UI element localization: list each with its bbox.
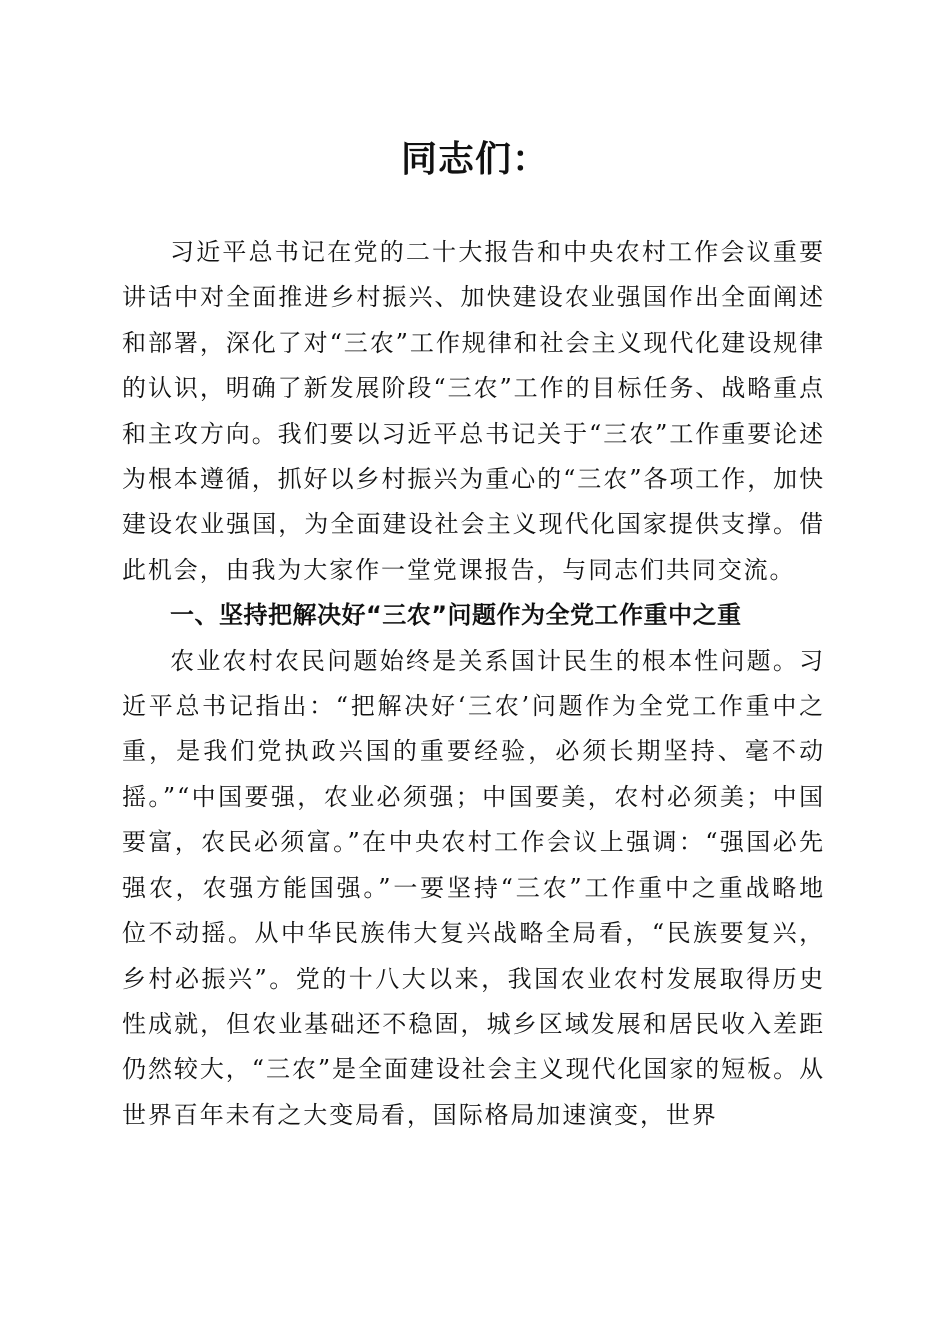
intro-paragraph: 习近平总书记在党的二十大报告和中央农村工作会议重要讲话中对全面推进乡村振兴、加快建设农业强国作出全面阐述和部署，深化了对“三农”工作规律和社会主义现代化建设规律的认识，明确了新发展阶段“三农”工作的目标任务、战略重点和主攻方向。我们要以习近平总书记关于“三农”工作重要论述为根本遵循，抓好以乡村振兴为重心的“三农”各项工作，加快建设农业强国，为全面建设社会主义现代化国家提供支撑。借此机会，由我为大家作一堂党课报告，与同志们共同交流。 bbox=[122, 238, 825, 584]
document-body bbox=[122, 230, 825, 1138]
page-title: 同志们： bbox=[400, 139, 549, 180]
section-1-paragraph: 农业农村农民问题始终是关系国计民生的根本性问题。习近平总书记指出：“把解决好‘三农’问题作为全党工作重中之重，是我们党执政兴国的重要经验，必须长期坚持、毫不动摇。”“中国要强，农业必须强；中国要美，农村必须美；中国要富，农民必须富。”在中央农村工作会议上强调：“强国必先强农，农强方能国强。”一要坚持“三农”工作重中之重战略地位不动摇。从中华民族伟大复兴战略全局看，“民族要复兴，乡村必振兴”。党的十八大以来，我国农业农村发展取得历史性成就，但农业基础还不稳固，城乡区域发展和居民收入差距仍然较大，“三农”是全面建设社会主义现代化国家的短板。从世界百年未有之大变局看，国际格局加速演变，世界 bbox=[122, 646, 825, 1129]
section-heading-1: 一、坚持把解决好“三农”问题作为全党工作重中之重 bbox=[170, 601, 742, 630]
